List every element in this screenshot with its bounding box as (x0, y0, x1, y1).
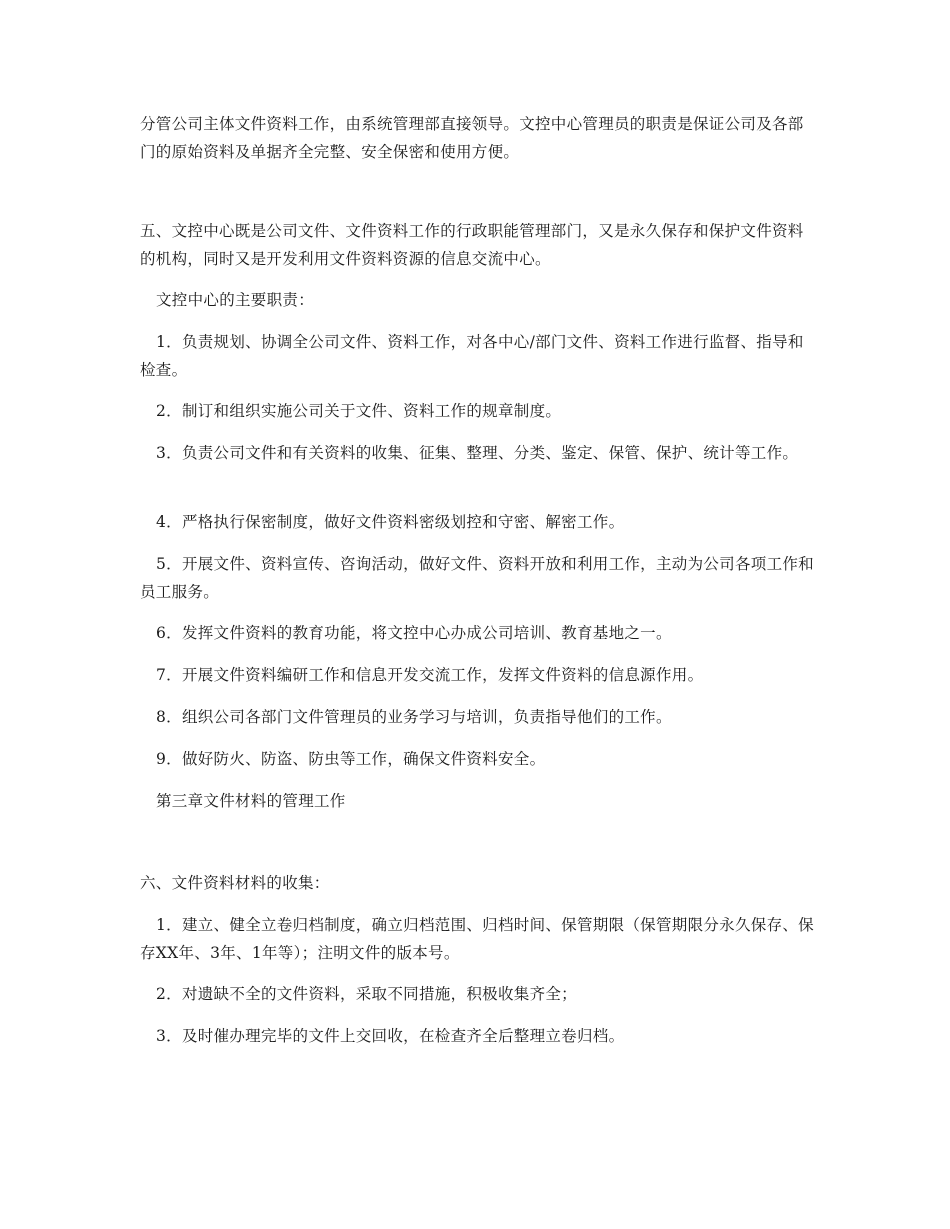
duty-item-4: 4．严格执行保密制度，做好文件资料密级划控和守密、解密工作。 (156, 513, 625, 531)
duty-item-9: 9．做好防火、防盗、防虫等工作，确保文件资料安全。 (156, 750, 546, 768)
duty-item-3: 3．负责公司文件和有关资料的收集、征集、整理、分类、鉴定、保管、保护、统计等工作。 (156, 444, 799, 462)
section-six-heading: 六、文件资料材料的收集： (140, 874, 330, 892)
duties-heading: 文控中心的主要职责： (156, 291, 315, 309)
duty-item-7: 7．开展文件资料编研工作和信息开发交流工作，发挥文件资料的信息源作用。 (156, 666, 704, 684)
duty-item-1: 1．负责规划、协调全公司文件、资料工作，对各中心/部门文件、资料工作进行监督、指导和检查。 (140, 333, 804, 379)
collection-item-2: 2．对遗缺不全的文件资料，采取不同措施，积极收集齐全； (156, 985, 577, 1003)
duty-item-2: 2．制订和组织实施公司关于文件、资料工作的规章制度。 (156, 402, 562, 420)
paragraph-intro: 分管公司主体文件资料工作，由系统管理部直接领导。文控中心管理员的职责是保证公司及各部门的原始资料及单据齐全完整、安全保密和使用方便。 (140, 115, 804, 161)
duty-item-8: 8．组织公司各部门文件管理员的业务学习与培训，负责指导他们的工作。 (156, 708, 672, 726)
chapter-three-heading: 第三章文件材料的管理工作 (156, 792, 346, 810)
duty-item-5: 5．开展文件、资料宣传、咨询活动，做好文件、资料开放和利用工作，主动为公司各项工作和员工服务。 (140, 555, 814, 601)
collection-item-3: 3．及时催办理完毕的文件上交回收，在检查齐全后整理立卷归档。 (156, 1027, 625, 1045)
section-five-heading: 五、文控中心既是公司文件、文件资料工作的行政职能管理部门，又是永久保存和保护文件资料的机构，同时又是开发利用文件资料资源的信息交流中心。 (140, 222, 804, 268)
collection-item-1: 1．建立、健全立卷归档制度，确立归档范围、归档时间、保管期限（保管期限分永久保存、保存XX年、3年、1年等）；注明文件的版本号。 (140, 916, 814, 962)
duty-item-6: 6．发挥文件资料的教育功能，将文控中心办成公司培训、教育基地之一。 (156, 624, 672, 642)
